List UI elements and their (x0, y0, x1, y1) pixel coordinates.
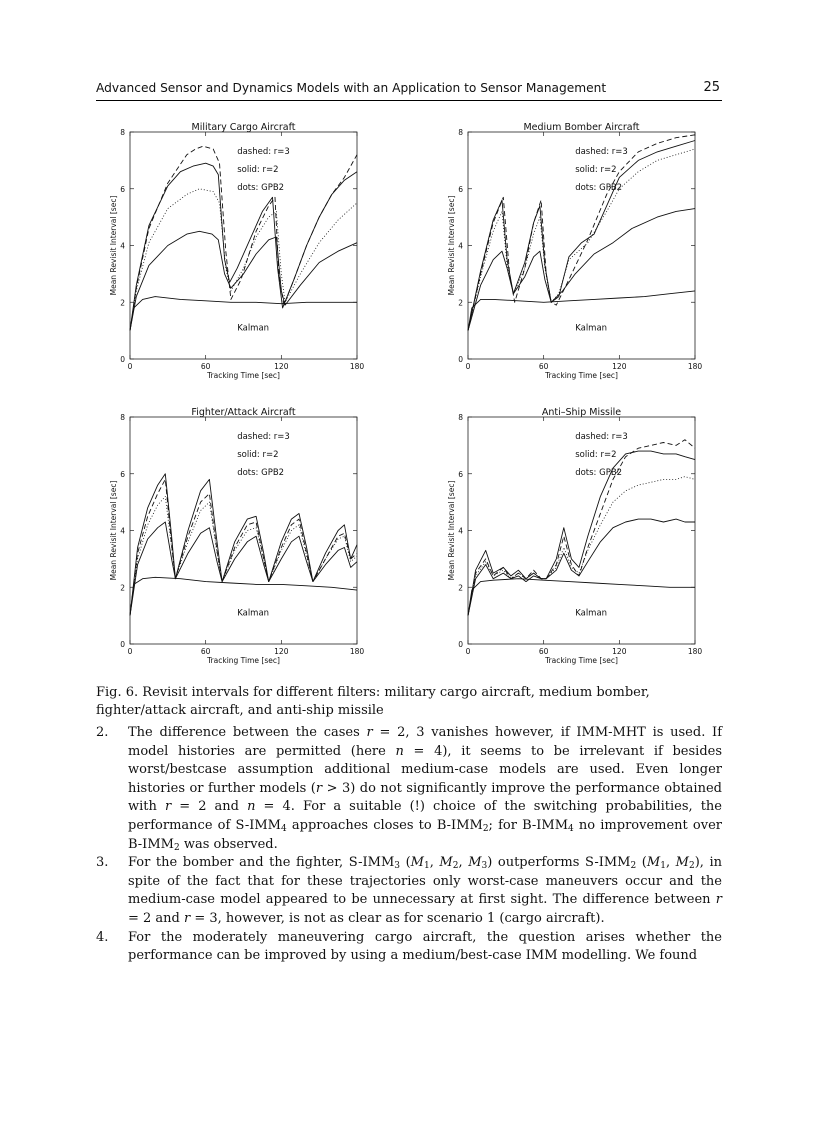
x-axis-label: Tracking Time [sec] (207, 656, 280, 665)
legend-entry: solid: r=2 (575, 165, 617, 175)
y-tick-label: 4 (120, 526, 125, 536)
x-tick-label: 0 (465, 362, 471, 371)
series-line-dots-gpb2 (130, 496, 357, 615)
legend-entry: dots: GPB2 (237, 468, 285, 478)
series-line-dots-gpb2 (468, 477, 695, 616)
x-tick-label: 0 (127, 647, 133, 656)
y-tick-label: 2 (458, 298, 463, 308)
chart-anti-ship-missile (446, 403, 708, 675)
numbered-list (96, 724, 722, 966)
series-line-solid-r-2 (130, 474, 357, 616)
list-item-text: For the bomber and the fighter, $S-IMM_3$ ($M_1$, $M_2$, $M_3$) outperforms $S-IMM_2$ ($M_1$, $M_2$), in spite of the fact that for these trajectories only worst-case maneuvers occur and the medium-case model appeared to be unnecessary at first sight. The difference between r = 2 and r = 3, however, is not as clear as for scenario 1 (cargo aircraft). (128, 855, 723, 926)
y-axis-label: Mean Revisit Interval [sec] (447, 195, 456, 296)
x-tick-label: 120 (612, 362, 627, 371)
running-head (96, 80, 722, 101)
list-item-text: The difference between the cases r = 2, 3 vanishes however, if IMM-MHT is used. If model histories are permitted (here n = 4), it seems to be irrelevant if besides worst/bestcase assumption additional medium-case models are used. Even longer histories or further models (r > 3) do not significantly improve the performance obtained with r = 2 and n = 4. For a suitable (!) choice of the switching probabilities, the performance of $S-IMM_4$ approaches closes to $B-IMM_2$; for $B-IMM_4$ no improvement over $B-IMM_2$ was observed. (128, 725, 723, 853)
x-tick-label: 60 (538, 647, 549, 656)
x-tick-label: 60 (200, 647, 211, 656)
chart-military-cargo (108, 118, 370, 390)
chart-title: Military Cargo Aircraft (191, 122, 296, 133)
legend-entry: dots: GPB2 (575, 183, 623, 193)
y-tick-label: 4 (458, 526, 463, 536)
y-tick-label: 6 (120, 184, 125, 194)
legend-entry: dashed: r=3 (575, 147, 628, 157)
x-tick-label: 60 (538, 362, 549, 371)
page-number: 25 (703, 80, 720, 95)
legend-entry: dashed: r=3 (575, 432, 628, 442)
legend-entry: dots: GPB2 (575, 468, 623, 478)
y-tick-label: 0 (458, 355, 463, 364)
legend-entry: dots: GPB2 (237, 183, 285, 193)
x-tick-label: 60 (200, 362, 211, 371)
y-tick-label: 2 (458, 583, 463, 593)
y-tick-label: 0 (120, 640, 125, 649)
figure-caption: Fig. 6. Revisit intervals for different filters: military cargo aircraft, medium bomber, fighter/attack aircraft, and anti-ship missile (96, 685, 650, 718)
y-axis-label: Mean Revisit Interval [sec] (447, 480, 456, 581)
list-number: 3. (96, 855, 109, 871)
kalman-label: Kalman (237, 323, 270, 334)
y-tick-label: 0 (458, 640, 463, 649)
legend-entry: solid: r=2 (237, 450, 279, 460)
x-tick-label: 0 (127, 362, 133, 371)
x-tick-label: 180 (687, 647, 703, 656)
list-item-text: For the moderately maneuvering cargo aircraft, the question arises whether the performance can be improved by using a medium/best-case IMM modelling. We found (128, 929, 722, 964)
x-axis-label: Tracking Time [sec] (545, 656, 618, 665)
y-tick-label: 6 (120, 469, 125, 479)
chart-title: Anti–Ship Missile (541, 407, 622, 418)
x-axis-label: Tracking Time [sec] (545, 371, 618, 380)
y-tick-label: 4 (458, 241, 463, 251)
series-line-medium (130, 522, 357, 616)
series-line-dashed-r-3 (468, 440, 695, 616)
kalman-label: Kalman (237, 608, 270, 619)
x-tick-label: 120 (274, 647, 289, 656)
y-tick-label: 8 (458, 128, 463, 137)
list-item-2 (96, 724, 722, 854)
y-tick-label: 8 (120, 413, 125, 422)
list-number: 4. (96, 929, 109, 945)
running-head-title: Advanced Sensor and Dynamics Models with an Application to Sensor Management (96, 81, 607, 95)
list-item-3 (96, 854, 722, 928)
legend-entry: solid: r=2 (575, 450, 617, 460)
chart-title: Medium Bomber Aircraft (523, 122, 640, 133)
y-axis-label: Mean Revisit Interval [sec] (109, 480, 118, 581)
series-line-medium (468, 209, 695, 331)
chart-medium-bomber (446, 118, 708, 390)
x-tick-label: 180 (349, 647, 365, 656)
y-tick-label: 8 (458, 413, 463, 422)
y-tick-label: 2 (120, 298, 125, 308)
x-tick-label: 120 (274, 362, 289, 371)
chart-fighter-attack (108, 403, 370, 675)
y-tick-label: 6 (458, 469, 463, 479)
x-tick-label: 0 (465, 647, 471, 656)
kalman-label: Kalman (575, 608, 608, 619)
y-axis-label: Mean Revisit Interval [sec] (109, 195, 118, 296)
legend-entry: dashed: r=3 (237, 432, 290, 442)
list-number: 2. (96, 725, 109, 740)
list-item-4 (96, 929, 722, 966)
kalman-label: Kalman (575, 323, 608, 334)
x-tick-label: 120 (612, 647, 627, 656)
series-line-medium (130, 231, 357, 330)
y-tick-label: 2 (120, 583, 125, 593)
x-axis-label: Tracking Time [sec] (207, 371, 280, 380)
y-tick-label: 4 (120, 241, 125, 251)
x-tick-label: 180 (687, 362, 703, 371)
chart-title: Fighter/Attack Aircraft (191, 407, 296, 418)
legend-entry: solid: r=2 (237, 165, 279, 175)
y-tick-label: 0 (120, 355, 125, 364)
y-tick-label: 8 (120, 128, 125, 137)
legend-entry: dashed: r=3 (237, 147, 290, 157)
x-tick-label: 180 (349, 362, 365, 371)
series-line-dots-gpb2 (468, 149, 695, 331)
y-tick-label: 6 (458, 184, 463, 194)
